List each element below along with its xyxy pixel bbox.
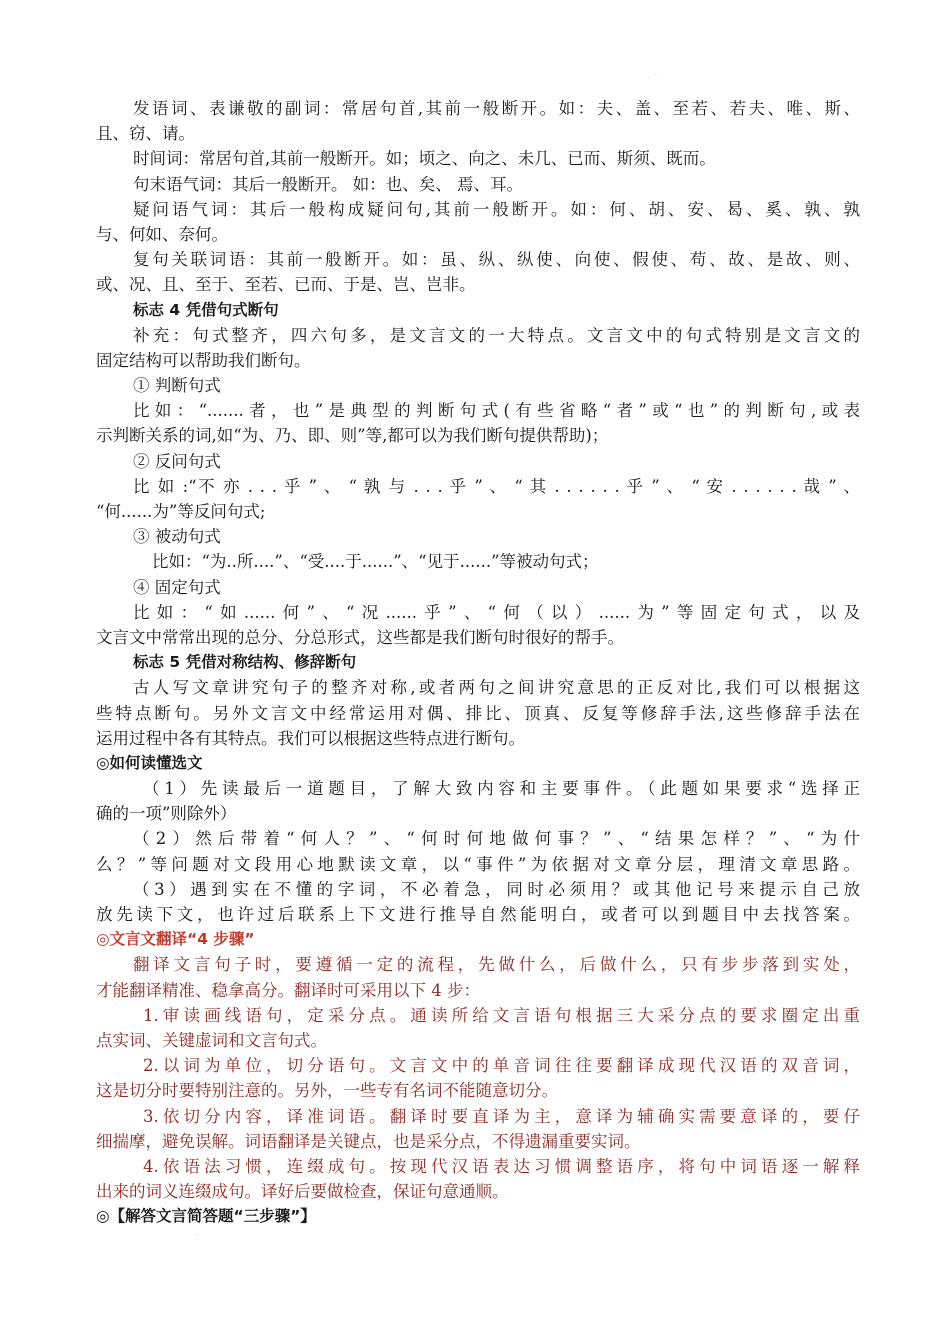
text-line: 示判断关系的词,如“为、乃、即、则”等,都可以为我们断句提供帮助)； — [96, 426, 609, 446]
text-line: 固定结构可以帮助我们断句。 — [96, 350, 311, 370]
text-line: 补充：句式整齐，四六句多，是文言文的一大特点。文言文中的句式特别是文言文的 — [133, 325, 860, 345]
text-line: 2.以词为单位，切分语句。文言文中的单音词往往要翻译成现代汉语的双音词， — [143, 1056, 860, 1076]
text-line: 放先读下文，也许过后联系上下文进行推导自然能明白，或者可以到题目中去找答案。 — [96, 905, 860, 924]
text-line: （3）遇到实在不懂的字词，不必着急，同时必须用？或其他记号来提示自己放 — [133, 879, 860, 899]
text-line: 时间词：常居句首,其前一般断开。如；顷之、向之、未几、已而、斯须、既而。 — [133, 149, 716, 169]
text-line: 1.审读画线语句，定采分点。通读所给文言语句根据三大采分点的要求圈定出重 — [143, 1005, 860, 1025]
document-body — [96, 96, 860, 1229]
text-line: 细揣摩，避免误解。词语翻译是关键点，也是采分点，不得遗漏重要实词。 — [96, 1131, 641, 1151]
text-line: （2）然后带着“何人？”、“何时何地做何事？”、“结果怎样？”、“为什 — [133, 829, 860, 849]
text-line: 比 如 :“不 亦 . . . 乎 ” 、 “ 孰 与 . . . 乎 ” 、 “ 其 . . . . . . 乎 ” 、 “ 安 . . . . . . 哉 ” 、 — [133, 476, 860, 496]
scan-dot: · — [655, 72, 657, 79]
section-heading: 标志 5 凭借对称结构、修辞断句 — [133, 653, 357, 672]
section-heading: ◎【解答文言简答题“三步骤”】 — [96, 1207, 316, 1226]
text-line: 发语词、表谦敬的副词：常居句首,其前一般断开。如：夫、盖、至若、若夫、唯、斯、 — [133, 99, 860, 118]
text-line: 且、窃、请。 — [96, 124, 195, 144]
text-line: 句末语气词：其后一般断开。 如：也、矣、 焉、耳。 — [133, 174, 523, 194]
text-line: 古人写文章讲究句子的整齐对称,或者两句之间讲究意思的正反对比,我们可以根据这 — [133, 678, 860, 698]
text-line: 运用过程中各有其特点。我们可以根据这些特点进行断句。 — [96, 728, 525, 748]
text-line: 这是切分时要特别注意的。另外，一些专有名词不能随意切分。 — [96, 1081, 558, 1101]
text-line: 或、况、且、至于、至若、已而、于是、岂、岂非。 — [96, 275, 476, 295]
scan-dot: · — [196, 1232, 198, 1239]
subheading: ③ 被动句式 — [133, 527, 221, 547]
text-line: 疑问语气词：其后一般构成疑问句,其前一般断开。如：何、胡、安、曷、奚、孰、孰 — [133, 199, 860, 219]
text-line: （1）先读最后一道题目，了解大致内容和主要事件。（此题如果要求“选择正 — [143, 779, 860, 799]
text-line: 确的一项”则除外） — [96, 804, 237, 824]
text-line: 出来的词义连缀成句。译好后要做检查，保证句意通顺。 — [96, 1182, 509, 1202]
subheading: ② 反问句式 — [133, 451, 221, 471]
text-line: 4.依语法习惯，连缀成句。按现代汉语表达习惯调整语序，将句中词语逐一解释 — [143, 1156, 860, 1176]
section-heading: 标志 4 凭借句式断句 — [133, 300, 279, 319]
text-line: “何......为”等反问句式; — [96, 502, 266, 521]
text-line: 比如：“如......何”、“况......乎”、“何（以）......为”等固定句式，以及 — [133, 602, 860, 622]
subheading: ① 判断句式 — [133, 376, 221, 396]
section-heading: ◎文言文翻译“4 步骤” — [96, 930, 255, 949]
text-line: 点实词、关键虚词和文言句式。 — [96, 1030, 327, 1050]
text-line: 与、何如、奈何。 — [96, 224, 228, 244]
text-line: 翻译文言句子时，要遵循一定的流程，先做什么，后做什么，只有步步落到实处， — [133, 955, 860, 975]
text-line: 么？”等问题对文段用心地默读文章，以“事件”为依据对文章分层，理清文章思路。 — [96, 854, 860, 874]
text-line: 复句关联词语：其前一般断开。如：虽、纵、纵使、向使、假使、苟、故、是故、则、 — [133, 250, 860, 270]
text-line: 比如：“.......者，也”是典型的判断句式(有些省略“者”或“也”的判断句,或表 — [133, 401, 860, 421]
text-line: 3.依切分内容，译准词语。翻译时要直译为主，意译为辅确实需要意译的，要仔 — [143, 1106, 860, 1126]
text-line: 比如：“为..所....”、“受....于......”、“见于......”等被动句式； — [152, 552, 599, 572]
text-line: 才能翻译精准、稳拿高分。翻译时可采用以下 4 步： — [96, 980, 480, 1000]
subheading: ④ 固定句式 — [133, 577, 221, 597]
text-line: 些特点断句。另外文言文中经常运用对偶、排比、顶真、反复等修辞手法,这些修辞手法在 — [96, 703, 860, 723]
section-heading: ◎如何读懂选文 — [96, 753, 203, 772]
text-line: 文言文中常常出现的总分、分总形式，这些都是我们断句时很好的帮手。 — [96, 627, 624, 647]
